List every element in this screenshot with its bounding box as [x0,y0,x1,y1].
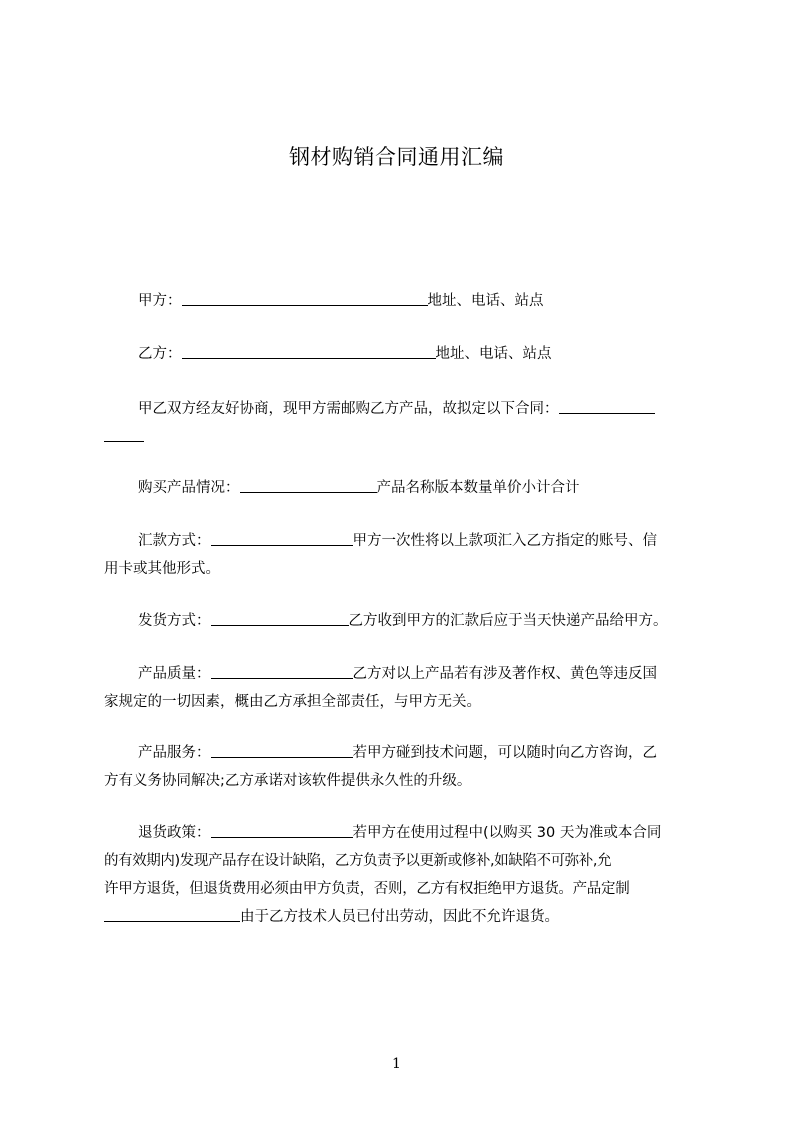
returns-blank-2[interactable] [104,906,240,922]
returns-text-3: 许甲方退货，但退货费用必须由甲方负责，否则，乙方有权拒绝甲方退货。产品定制 [104,881,630,897]
service-blank[interactable] [211,742,353,758]
quality-text-2: 家规定的一切因素，概由乙方承担全部责任，与甲方无关。 [104,694,481,710]
purchase-blank[interactable] [240,477,377,493]
purchase-line [104,474,700,502]
party-a-line [104,287,700,315]
returns-text-1: 若甲方在使用过程中(以购买 30 天为准或本合同 [352,825,662,841]
returns-label: 退货政策： [138,825,211,841]
party-a-label: 甲方： [138,293,182,309]
returns-paragraph [104,819,700,931]
purchase-suffix: 产品名称版本数量单价小计合计 [376,480,580,496]
shipping-text: 乙方收到甲方的汇款后应于当天快递产品给甲方。 [348,613,668,629]
quality-paragraph [104,660,700,716]
intro-text: 甲乙双方经友好协商，现甲方需邮购乙方产品，故拟定以下合同： [138,401,559,417]
party-a-blank[interactable] [182,290,428,306]
page-number: 1 [392,1056,401,1072]
returns-blank-1[interactable] [211,822,353,838]
purchase-label: 购买产品情况： [138,480,240,496]
returns-text-2: 的有效期内)发现产品存在设计缺陷，乙方负责予以更新或修补,如缺陷不可弥补,允 [104,853,612,869]
returns-text-4: 由于乙方技术人员已付出劳动，因此不允许退货。 [240,909,559,925]
document-title: 钢材购销合同通用汇编 [289,145,504,169]
shipping-line [104,607,700,635]
service-text-1: 若甲方碰到技术问题，可以随时向乙方咨询，乙 [352,745,657,761]
intro-blank-1[interactable] [559,398,655,414]
intro-blank-2[interactable] [104,426,144,442]
party-b-suffix: 地址、电话、站点 [435,346,552,362]
payment-label: 汇款方式： [138,533,211,549]
quality-blank[interactable] [211,663,353,679]
party-b-label: 乙方： [138,346,182,362]
party-a-suffix: 地址、电话、站点 [427,293,544,309]
intro-paragraph [104,395,700,451]
party-b-blank[interactable] [182,343,436,359]
party-b-line [104,340,700,368]
shipping-label: 发货方式： [138,613,211,629]
payment-text-1: 甲方一次性将以上款项汇入乙方指定的账号、信 [352,533,657,549]
quality-label: 产品质量： [138,666,211,682]
service-label: 产品服务： [138,745,211,761]
payment-blank[interactable] [211,530,353,546]
service-text-2: 方有义务协同解决;乙方承诺对该软件提供永久性的升级。 [104,773,472,789]
shipping-blank[interactable] [211,610,349,626]
quality-text-1: 乙方对以上产品若有涉及著作权、黄色等违反国 [352,666,657,682]
payment-text-2: 用卡或其他形式。 [104,561,220,577]
service-paragraph [104,739,700,795]
payment-paragraph [104,527,700,583]
